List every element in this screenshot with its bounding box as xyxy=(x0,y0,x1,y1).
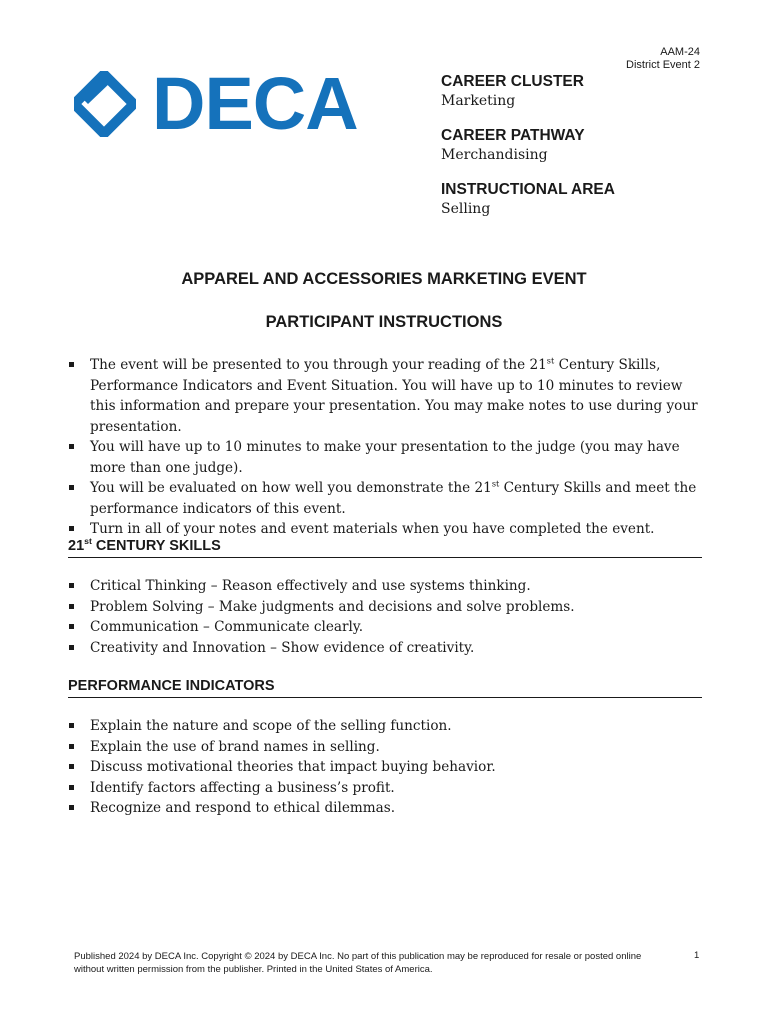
bullet-icon xyxy=(69,805,74,810)
bullet-icon xyxy=(69,764,74,769)
event-type: District Event 2 xyxy=(626,59,700,71)
event-code-block xyxy=(626,46,700,72)
career-info xyxy=(441,72,721,234)
list-item: Creativity and Innovation – Show evidence of creativity. xyxy=(68,638,708,659)
list-item: Recognize and respond to ethical dilemmas. xyxy=(68,798,708,819)
list-item: Turn in all of your notes and event materials when you have completed the event. xyxy=(68,519,708,540)
career-pathway-value: Merchandising xyxy=(441,147,548,163)
list-item: Communication – Communicate clearly. xyxy=(68,617,708,638)
bullet-icon xyxy=(69,645,74,650)
list-item: You will be evaluated on how well you demonstrate the 21st Century Skills and meet the performance indicators of this event. xyxy=(68,478,708,519)
list-item: You will have up to 10 minutes to make your presentation to the judge (you may have more than one judge). xyxy=(68,437,708,478)
performance-indicators-list xyxy=(68,716,708,819)
instructions-list xyxy=(68,355,708,540)
bullet-icon xyxy=(69,744,74,749)
deca-wordmark: DECA xyxy=(152,62,358,145)
bullet-icon xyxy=(69,526,74,531)
bullet-icon xyxy=(69,604,74,609)
bullet-icon xyxy=(69,624,74,629)
career-pathway xyxy=(441,126,721,165)
list-item: The event will be presented to you through your reading of the 21st Century Skills, Performance Indicators and Event Situation. You will have up to 10 minutes to review this information and prepare your presentation. You may make notes to use during your presentation. xyxy=(68,355,708,437)
instructions-title: PARTICIPANT INSTRUCTIONS xyxy=(265,313,503,331)
list-item: Critical Thinking – Reason effectively and use systems thinking. xyxy=(68,576,708,597)
bullet-icon xyxy=(69,444,74,449)
bullet-icon xyxy=(69,785,74,790)
performance-indicators-heading: PERFORMANCE INDICATORS xyxy=(68,677,702,698)
deca-logo xyxy=(74,62,374,145)
skills-heading: 21st CENTURY SKILLS xyxy=(68,537,702,558)
deca-diamond-icon xyxy=(74,71,136,137)
instructional-area xyxy=(441,180,721,219)
list-item: Explain the use of brand names in selling. xyxy=(68,737,708,758)
bullet-icon xyxy=(69,362,74,367)
page-number: 1 xyxy=(694,950,700,961)
copyright-footer: Published 2024 by DECA Inc. Copyright © 2024 by DECA Inc. No part of this publication may be reproduced for resale or posted online without written permission from the publisher. Printed in the United States of America. xyxy=(74,951,642,975)
skills-list xyxy=(68,576,708,658)
instructional-area-heading: INSTRUCTIONAL AREA xyxy=(441,181,615,198)
instructional-area-value: Selling xyxy=(441,201,491,217)
bullet-icon xyxy=(69,485,74,490)
career-pathway-heading: CAREER PATHWAY xyxy=(441,127,585,144)
list-item: Problem Solving – Make judgments and decisions and solve problems. xyxy=(68,597,708,618)
bullet-icon xyxy=(69,723,74,728)
list-item: Explain the nature and scope of the selling function. xyxy=(68,716,708,737)
career-cluster-value: Marketing xyxy=(441,93,516,109)
list-item: Identify factors affecting a business’s profit. xyxy=(68,778,708,799)
bullet-icon xyxy=(69,583,74,588)
event-code: AAM-24 xyxy=(660,46,700,58)
career-cluster-heading: CAREER CLUSTER xyxy=(441,73,584,90)
career-cluster xyxy=(441,72,721,111)
event-title: APPAREL AND ACCESSORIES MARKETING EVENT xyxy=(181,270,587,288)
list-item: Discuss motivational theories that impact buying behavior. xyxy=(68,757,708,778)
